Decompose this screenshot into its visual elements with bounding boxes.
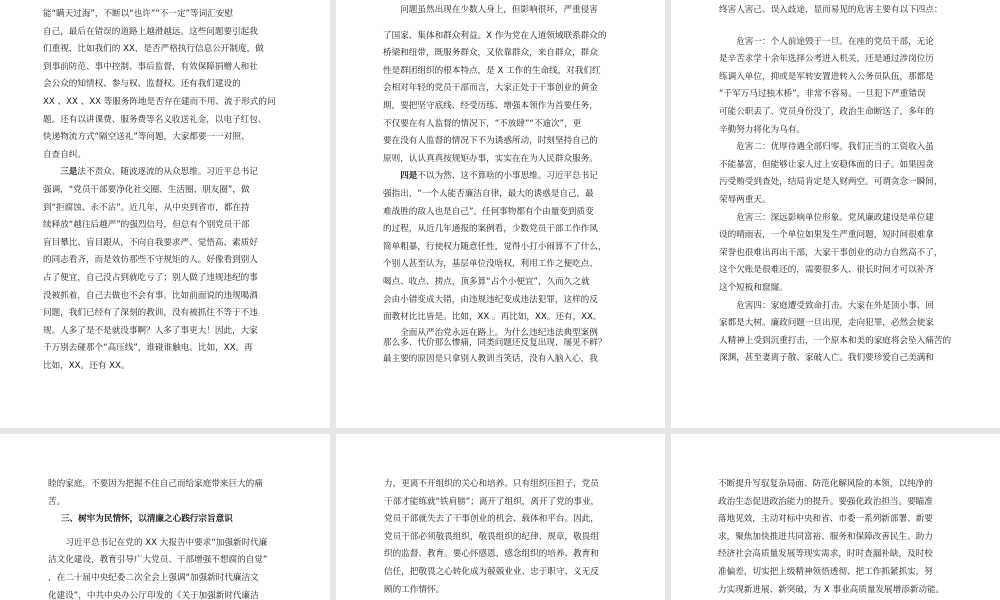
text-line: 规。人多了是不是就没事啊？人多了事更大！因此，大家	[43, 325, 258, 336]
page-2-body	[383, 2, 625, 368]
text-line: 准偏差，切实把上级精神领悟透彻、把工作抓紧抓实，努	[718, 566, 933, 577]
text-line: 习近平总书记在党的 XX 大报告中要求“加强新时代廉	[65, 537, 268, 548]
text-line: 不仅要在有人监督的情况下，“不放肆”“不逾次”，更	[383, 118, 582, 129]
text-line: ，在二十届中央纪委二次全会上强调“加强新时代廉洁文	[48, 572, 259, 583]
text-line: XX 、XX 、XX 等服务阵地是否存在建而不用、流于形式的问	[43, 96, 276, 107]
text-line: 苦。	[48, 496, 66, 507]
document-page-3[interactable]	[671, 0, 1000, 428]
text-line: 了国家、集体和群众利益。X 作为党在人道领域联系群众的	[383, 30, 607, 41]
text-line: 问题，我们已经有了深刻的教训，没有被抓住不等于不违	[43, 308, 258, 319]
text-line: 经济社会高质量发展等现实需求，时时查漏补缺，及时校	[718, 549, 933, 560]
hazard-lead: 危害一：	[736, 36, 771, 47]
text-line: 织的监督、教育。要心怀感恩，感念组织的培养、教育和	[384, 549, 599, 560]
text-line: 不能暴富，但能够让家人过上安稳体面的日子。如果因贪	[719, 159, 934, 170]
text-line: 可能公职丢了、党员身份没了，政治生命断送了，多年的	[719, 106, 934, 117]
text-line: 的过程，从近几年通报的案例看，少数党员干部工作作风	[383, 224, 598, 235]
text-run: 个人前途毁于一旦。在座的党员干部，无论	[770, 36, 934, 47]
text-line: 信任，把敬畏之心转化成为兢兢业业、忠于职守、义无反	[384, 566, 599, 577]
text-line: 力实现新进展、新突破，为 X 事业高质量发展增添新动能。	[718, 584, 945, 595]
text-line: 强调，“党员干部要净化社交圈、生活圈、朋友圈”，做	[43, 184, 250, 195]
text-line: 深渊，甚至妻离子散、家破人亡。我们要珍爱自己美满和	[719, 353, 934, 364]
text-line: 最主要的原因是只拿别人教训当笑话，没有入脑入心，我	[383, 353, 598, 364]
text-line: 顾的工作情怀。	[384, 584, 445, 595]
text-line: 续释放“越往后越严”的强烈信号，但总有个别党员干部	[43, 220, 250, 231]
hazard-lead: 危害二：	[736, 142, 771, 153]
text-line: 不断提升写驭复杂局面、防范化解风险的本领，以纯净的	[718, 479, 933, 489]
document-page-5[interactable]	[336, 434, 665, 600]
document-page-1[interactable]	[0, 0, 330, 428]
section-heading: 三、树牢为民情怀，以清廉之心践行宗旨意识	[60, 514, 233, 525]
text-line: 盲目攀比、盲目跟从，不向自我要求严、觉悟高、素质好	[43, 237, 258, 248]
text-line: 化建设”，中共中央办公厅印发的《关于加强新时代廉洁	[48, 590, 259, 600]
text-line: 是辛苦求学十余年选择公考进入机关，还是通过涉岗位历	[719, 54, 934, 65]
page-1-body	[43, 6, 285, 375]
hazard-two-first-line	[719, 139, 961, 157]
text-line: 占了便宜，自己没占到就吃亏了；别人做了违规违纪的事	[43, 272, 258, 283]
text-run: 深远影响单位形象。党风廉政建设是单位建	[770, 212, 934, 223]
document-page-4[interactable]	[0, 434, 330, 600]
text-line: 桥梁和纽带，既服务群众，又依靠群众，来自群众，群众	[383, 48, 598, 59]
text-line: 原则，认认真真按规矩办事，实实在在为人民群众服务。	[383, 153, 598, 164]
paragraph-lead: 三是	[60, 167, 78, 178]
hazard-four-first-line	[719, 298, 961, 316]
text-run: 不以为然、这不算啥的小事思维。习近平总书记	[417, 171, 598, 182]
hazard-one-first-line	[719, 34, 961, 52]
text-line: 到事前防范、事中控制、事后监督，有效保障捐赠人和社	[43, 61, 258, 72]
text-line: 会相对年轻的党员干部而言，大家正处于干事创业的黄金	[383, 83, 598, 94]
document-page-6[interactable]	[671, 434, 1000, 600]
text-line: 终害人害己、误入歧途，显而易见的危害主要有以下四点：	[719, 5, 943, 15]
text-line: 污受贿受到查处，结局肯定是人财两空。可谓贪念一瞬间，	[719, 177, 943, 188]
hazard-lead: 危害三：	[736, 212, 771, 223]
text-line: 比如，XX。还有 XX。	[43, 360, 130, 371]
text-line: 性是群团组织的根本特点，是 X 工作的生命线，对我们红	[383, 65, 601, 76]
page-4-body	[48, 476, 290, 600]
text-line: 练调入单位，抑或是军转安置进转入公务员队伍，那都是	[719, 71, 934, 82]
overlapping-line: 全面从严治党永远在路上。为什么违纪违法典型案例	[400, 327, 598, 338]
text-line: 设的晴雨表，一个单位如果发生严重问题，短时间很难拿	[719, 230, 934, 241]
text-line: 要在没有人监督的情况下不为诱惑所动，时刻坚持自己的	[383, 136, 598, 147]
paragraph-lead: 四是	[400, 171, 418, 182]
text-line: 个别人甚至认为，基层单位没啥权，利用工作之便吃点、	[383, 259, 598, 270]
text-line: 难战胜的敌人也是自己”。任何事物都有个由量变到质变	[383, 206, 594, 217]
text-line: 政治生态促进政治能力的提升。要强化政治担当。要瞄准	[718, 496, 933, 507]
text-line: 党员干部必须敬畏组织，敬畏组织的纪律、规章，敬畏组	[384, 531, 599, 542]
text-line: 快递物流方式“隔空送礼”等问题，大家都要一一对照、	[43, 132, 250, 143]
text-line: 简单粗暴，行使权力随意任性，觉得小打小闹算不了什么，	[383, 241, 607, 252]
text-line: 问题虽然出现在少数人身上，但影响很坏，严重侵害	[400, 5, 598, 15]
text-line: 千万别去碰那个“高压线”，谁碰谁触电。比如，XX。再	[43, 343, 253, 354]
text-line: 能“瞒天过海”，不断以“也许”“不一定”等词汇安慰	[43, 9, 233, 19]
text-run: 家庭遭受致命打击。大家在外是顶小事、回	[770, 300, 934, 311]
text-run: 法不责众、随波逐流的从众思维。习近平总书记	[77, 167, 258, 178]
text-line: 期，要把坚守底线、经受历练、增强本领作为首要任务，	[383, 100, 598, 111]
page-5-body	[384, 476, 626, 599]
overlapping-line: 那么多、代价那么惨痛，同类问题还反复出现、屡见不鲜？	[383, 337, 607, 348]
page-6-body	[718, 476, 960, 599]
text-line: 荣辱两重天。	[719, 194, 771, 205]
text-line: 题。还有以讲课费、服务费等名义收送礼金，以电子红包、	[43, 114, 267, 125]
text-line: 会由小错变成大错，由违规违纪变成违法犯罪，这样的反	[383, 294, 598, 305]
text-line: 荣誉也很难出再出干部，大家干事创业的动力自然高不了，	[719, 247, 943, 258]
text-line: 自查自纠。	[43, 149, 86, 160]
text-line: 人精神上受到沉重打击，一个原本和美的家庭将会坠入痛苦的	[719, 335, 952, 346]
text-line: 党员干部就失去了干事创业的机会、载体和平台。因此，	[384, 514, 599, 525]
paragraph-four-first-line	[383, 168, 625, 186]
page-3-body	[719, 2, 961, 368]
text-line: 的同志看齐，而是效仿那些不守规矩的人。好像看到别人	[43, 255, 258, 266]
text-line: 求，聚焦加快推进共同富裕、服务和保障改善民生、助力	[718, 531, 933, 542]
text-line: 睦的家庭，不要因为把握不住自己而给家庭带来巨大的痛	[48, 479, 263, 489]
text-line: 们重视，比如我们的 XX，是否严格执行信息公开制度，做	[43, 44, 264, 55]
document-page-2[interactable]	[336, 0, 665, 428]
text-line: 自己，最后在错误的道路上越滑越远。这些问题要引起我	[43, 26, 258, 37]
text-line: 家都是大树。廉政问题一旦出现，走向犯罪，必然会使家	[719, 318, 934, 329]
spacer-line	[383, 20, 625, 28]
text-run: 优厚待遇全部归零。我们正当的工资收入虽	[770, 142, 934, 153]
text-line: 面教材比比皆是。比如，XX 。再比如，XX。还有，XX。	[383, 312, 602, 323]
text-line: 洁文化建设，教育引导广大党员、干部增强不想腐的自觉”	[48, 555, 268, 566]
text-line: 到“拒腐蚀、永不沾”。近几年，从中央到省市，都在持	[43, 202, 250, 213]
text-line: 辛勤努力将化为乌有。	[719, 124, 805, 135]
text-line: 落地见效，主动对标中央和省、市委一系列新部署、新要	[718, 514, 933, 525]
hazard-three-first-line	[719, 210, 961, 228]
text-line: 喝点、收点、捞点，顶多算“占个小便宜”，久而久之就	[383, 276, 590, 287]
text-line: 会公众的知情权、参与权、监督权。还有我们建设的	[43, 79, 241, 90]
text-line: 力，更离不开组织的关心和培养。只有组织压担子，党员	[384, 479, 599, 489]
text-line: 没被抓着，自己去做也不会有事。比如前面说的违规喝酒	[43, 290, 258, 301]
text-line: “千军万马过独木桥”，非常不容易。一旦犯下严重错误	[719, 89, 926, 100]
text-line: 这个短板和窟窿。	[719, 282, 788, 293]
text-line: 强指出，“一个人能否廉洁自律，最大的诱惑是自己，最	[383, 188, 594, 199]
hazard-lead: 危害四：	[736, 300, 771, 311]
text-line: 这个欠账是很难还的，需要很多人、很长时间才可以补齐	[719, 265, 934, 276]
text-line: 干部才能练就“铁肩膀”；离开了组织，离开了党的事业，	[384, 496, 600, 507]
paragraph-three-first-line	[43, 164, 285, 182]
